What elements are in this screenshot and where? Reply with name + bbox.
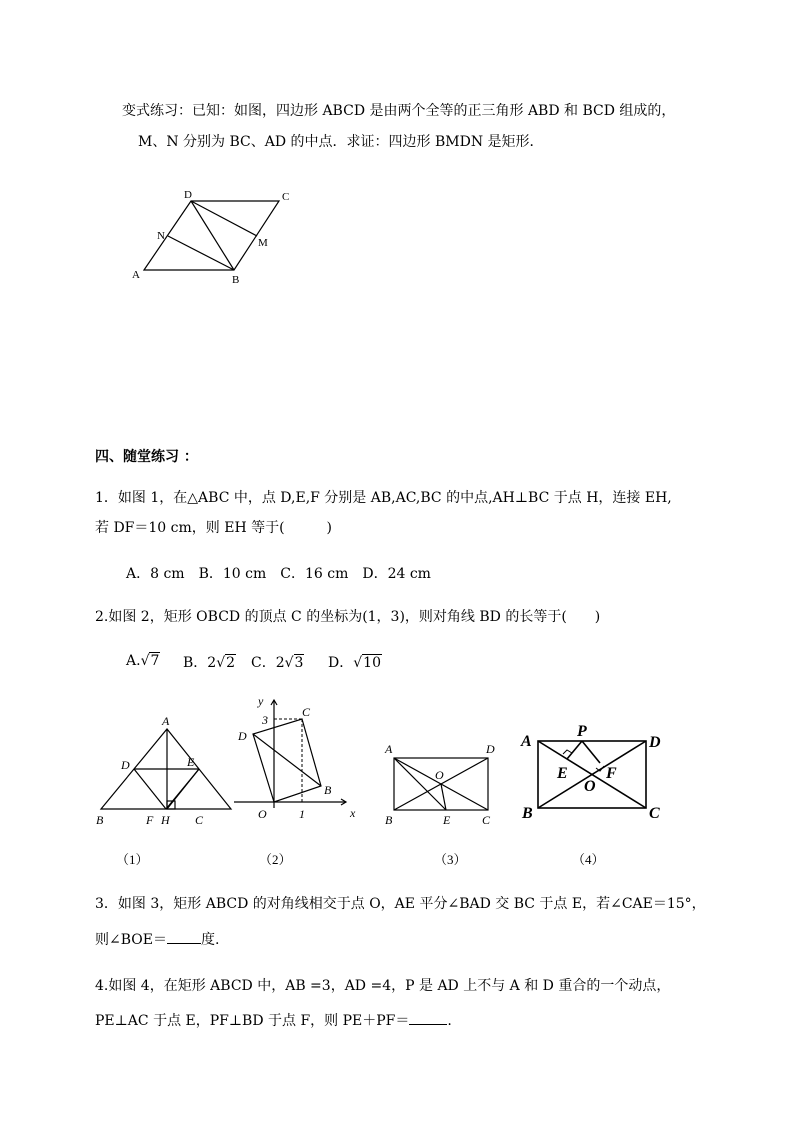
q3-answer-blank — [167, 927, 201, 944]
fig4-label-c: C — [649, 805, 660, 822]
q2-option-d-label: D． — [328, 655, 354, 671]
fig3-label-e: E — [443, 813, 451, 827]
q4-line1: 4.如图 4，在矩形 ABCD 中，AB =3，AD =4，P 是 AD 上不与 A 和 D 重合的一个动点， — [95, 978, 671, 994]
fig2-label-d: D — [238, 729, 247, 743]
q4-line2-end: . — [447, 1013, 452, 1029]
fig3-label-b: B — [385, 813, 393, 827]
q2-option-b-label: B．2 — [183, 655, 217, 671]
q2-option-b-radicand: 2 — [226, 655, 236, 671]
fig2-label-1: 1 — [299, 807, 305, 821]
fig3-label-o: O — [435, 768, 444, 782]
variant-label-n: N — [157, 230, 165, 242]
fig4-label-e: E — [557, 765, 568, 782]
sqrt-symbol: √7 — [140, 653, 160, 669]
fig1-label-h: H — [161, 813, 170, 827]
figure-3 — [394, 758, 488, 810]
fig3-label-c: C — [482, 813, 491, 827]
q2-option-c — [251, 652, 304, 672]
fig2-label-b: B — [324, 783, 332, 797]
q2-option-a — [126, 652, 160, 669]
variant-label-m: M — [258, 237, 268, 249]
fig2-label-y: y — [258, 694, 264, 708]
q3-line2 — [95, 927, 219, 950]
sqrt-symbol: √10 — [353, 655, 381, 671]
variant-label-c: C — [282, 191, 290, 203]
fig1-caption: （1） — [116, 852, 149, 867]
variant-label-d: D — [184, 189, 192, 201]
sqrt-symbol: √2 — [216, 655, 236, 671]
q2-option-b — [183, 652, 236, 672]
fig2-label-3: 3 — [262, 713, 268, 727]
fig4-label-b: B — [522, 805, 533, 822]
variant-text-line2: M、N 分别为 BC、AD 的中点．求证：四边形 BMDN 是矩形． — [138, 134, 544, 150]
q4-line2 — [95, 1008, 452, 1031]
variant-label-b: B — [232, 274, 240, 286]
sqrt-symbol: √3 — [284, 655, 304, 671]
q2-option-d — [328, 652, 382, 672]
q4-answer-blank — [409, 1008, 447, 1025]
q4-line2-start: PE⊥AC 于点 E，PF⊥BD 于点 F，则 PE＋PF＝ — [95, 1013, 410, 1029]
q2-option-d-radicand: 10 — [363, 655, 381, 671]
q3-line2-start: 则∠BOE＝ — [95, 932, 167, 948]
fig2-label-x: x — [350, 806, 356, 820]
q1-line1: 1．如图 1，在△ABC 中，点 D,E,F 分别是 AB,AC,BC 的中点,AH⊥BC 于点 H，连接 EH, — [95, 490, 672, 506]
fig1-label-b: B — [96, 813, 104, 827]
variant-label-a: A — [132, 269, 140, 281]
fig2-label-c: C — [302, 705, 311, 719]
fig2-caption: （2） — [259, 852, 292, 867]
fig3-label-d: D — [486, 742, 495, 756]
q3-line1: 3．如图 3，矩形 ABCD 的对角线相交于点 O，AE 平分∠BAD 交 BC 于点 E，若∠CAE＝15°， — [95, 896, 706, 912]
fig2-label-o: O — [258, 807, 267, 821]
fig4-label-d: D — [649, 734, 661, 751]
section-heading: 四、随堂练习 ： — [95, 449, 198, 465]
q1-options: A．8 cm B．10 cm C．16 cm D．24 cm — [126, 566, 431, 582]
fig4-label-o: O — [584, 778, 596, 795]
fig1-label-f: F — [146, 813, 154, 827]
fig1-label-e: E — [187, 755, 195, 769]
q2-option-a-label: A. — [126, 653, 141, 669]
fig1-label-a: A — [162, 714, 170, 728]
fig3-caption: （3） — [434, 852, 467, 867]
q2-option-c-radicand: 3 — [294, 655, 304, 671]
fig4-caption: （4） — [572, 852, 605, 867]
figure-1 — [101, 729, 231, 809]
figure-2 — [234, 700, 346, 808]
q2-option-a-radicand: 7 — [150, 653, 160, 669]
q3-line2-end: 度. — [200, 932, 220, 948]
fig3-label-a: A — [385, 742, 393, 756]
q2-option-c-label: C．2 — [251, 655, 285, 671]
figure-4 — [538, 741, 646, 808]
variant-text-line1: 变式练习：已知：如图，四边形 ABCD 是由两个全等的正三角形 ABD 和 BCD 组成的， — [122, 103, 676, 119]
fig1-label-c: C — [195, 813, 204, 827]
fig4-label-f: F — [606, 765, 617, 782]
fig1-label-d: D — [121, 758, 130, 772]
q2-line1: 2.如图 2，矩形 OBCD 的顶点 C 的坐标为(1，3)，则对角线 BD 的长等于( ) — [95, 609, 601, 625]
fig4-label-a: A — [521, 733, 532, 750]
fig4-label-p: P — [577, 723, 587, 740]
q1-line2: 若 DF＝10 cm，则 EH 等于( ) — [95, 520, 333, 536]
